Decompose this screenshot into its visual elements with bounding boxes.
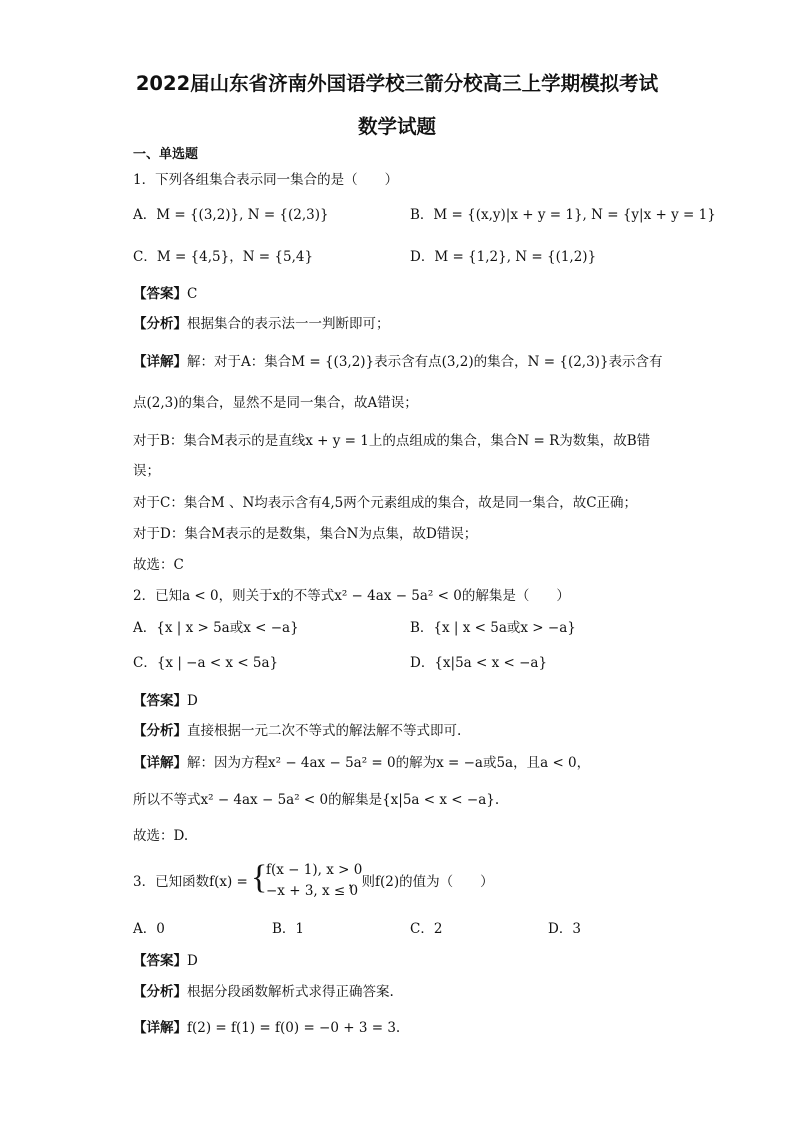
- answer-value: D: [187, 953, 198, 969]
- q1-answer: [133, 285, 197, 303]
- detail-tag: 【详解】: [133, 354, 187, 370]
- detail-text: 解：因为方程x² − 4ax − 5a² = 0的解为x = −a或5a，且a < 0，: [187, 755, 591, 771]
- q3-answer: [133, 952, 198, 970]
- analysis-text: 根据集合的表示法一一判断即可；: [187, 316, 390, 332]
- analysis-text: 直接根据一元二次不等式的解法解不等式即可.: [187, 723, 462, 739]
- analysis-tag: 【分析】: [133, 316, 187, 332]
- q2-option-c: C．{x | −a < x < 5a}: [133, 655, 279, 671]
- q1-conclusion: 故选：C: [133, 557, 184, 573]
- detail-tag: 【详解】: [133, 755, 187, 771]
- q1-detail-line-5: 对于C：集合M 、N均表示含有4,5两个元素组成的集合，故是同一集合，故C正确；: [133, 495, 638, 511]
- q3-option-b: B．1: [272, 921, 305, 937]
- piecewise-brace: {: [251, 859, 268, 896]
- detail-text: f(2) = f(1) = f(0) = −0 + 3 = 3.: [187, 1020, 401, 1036]
- q2-option-b: B．{x | x < 5a或x > −a}: [410, 620, 576, 636]
- answer-tag: 【答案】: [133, 953, 187, 969]
- q3-case-2: −x + 3, x ≤ 0: [266, 883, 359, 899]
- document-title: 2022届山东省济南外国语学校三箭分校高三上学期模拟考试: [135, 72, 659, 95]
- detail-tag: 【详解】: [133, 1020, 187, 1036]
- q1-option-c: C．M = {4,5}，N = {5,4}: [133, 249, 314, 265]
- q2-analysis: [133, 722, 461, 740]
- answer-value: C: [187, 286, 198, 302]
- answer-value: D: [187, 693, 198, 709]
- answer-tag: 【答案】: [133, 286, 187, 302]
- q1-detail-line-3: 对于B：集合M表示的是直线x + y = 1上的点组成的集合，集合N = R为数集，故B错: [133, 433, 651, 449]
- q1-detail-line-4: 误；: [133, 463, 160, 479]
- q1-option-a: A．M = {(3,2)}, N = {(2,3)}: [133, 207, 329, 223]
- q2-option-a: A．{x | x > 5a或x < −a}: [133, 620, 299, 636]
- q3-case-1: f(x − 1), x > 0: [266, 862, 363, 878]
- answer-tag: 【答案】: [133, 693, 187, 709]
- q2-conclusion: 故选：D.: [133, 828, 189, 844]
- q3-stem-suffix: ，则f(2)的值为（ ）: [348, 874, 494, 890]
- q1-detail-line-1: [133, 353, 663, 371]
- q3-detail-line-1: [133, 1019, 400, 1037]
- detail-text: 解：对于A：集合M = {(3,2)}表示含有点(3,2)的集合，N = {(2,3)}表示含有: [187, 354, 663, 370]
- q2-stem: 2．已知a < 0，则关于x的不等式x² − 4ax − 5a² < 0的解集是（ ）: [133, 588, 570, 604]
- q3-option-d: D．3: [548, 921, 581, 937]
- analysis-tag: 【分析】: [133, 984, 187, 1000]
- q1-option-b: B．M = {(x,y)|x + y = 1}, N = {y|x + y = 1}: [410, 207, 716, 223]
- analysis-text: 根据分段函数解析式求得正确答案.: [187, 984, 394, 1000]
- q3-option-c: C．2: [410, 921, 443, 937]
- q2-option-d: D．{x|5a < x < −a}: [410, 655, 548, 671]
- q2-detail-line-2: 所以不等式x² − 4ax − 5a² < 0的解集是{x|5a < x < −a}.: [133, 792, 500, 808]
- document-subtitle: 数学试题: [357, 115, 436, 138]
- q1-stem: 1．下列各组集合表示同一集合的是（ ）: [133, 172, 399, 188]
- q3-analysis: [133, 983, 394, 1001]
- q3-option-a: A．0: [133, 921, 165, 937]
- q1-detail-line-2: 点(2,3)的集合，显然不是同一集合，故A错误；: [133, 395, 418, 411]
- analysis-tag: 【分析】: [133, 723, 187, 739]
- q2-answer: [133, 692, 198, 710]
- q1-analysis: [133, 315, 390, 333]
- q1-detail-line-6: 对于D：集合M表示的是数集，集合N为点集，故D错误；: [133, 526, 478, 542]
- q1-option-d: D．M = {1,2}, N = {(1,2)}: [410, 249, 597, 265]
- q2-detail-line-1: [133, 754, 590, 772]
- q3-stem-prefix: 3．已知函数f(x) =: [133, 874, 248, 890]
- section-heading: 一、单选题: [133, 147, 199, 162]
